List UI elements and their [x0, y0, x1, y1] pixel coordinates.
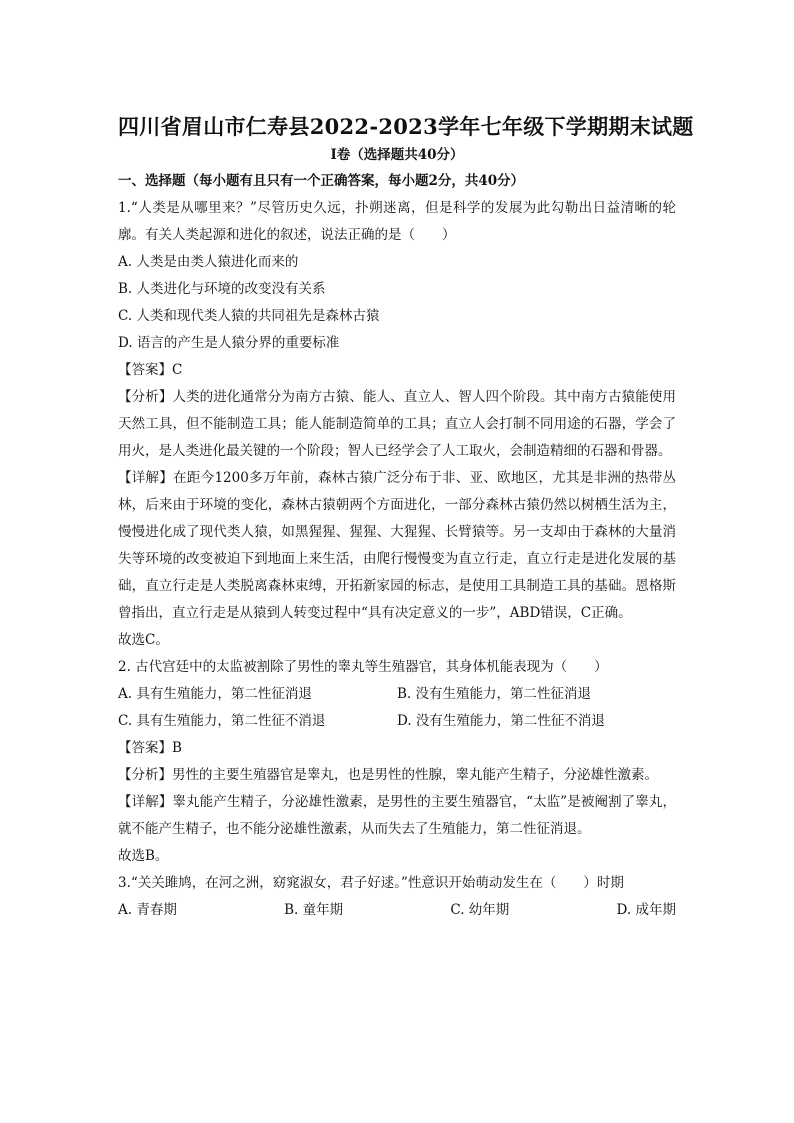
- question-2-answer: 【答案】B: [118, 740, 182, 756]
- question-2-analysis: 【分析】男性的主要生殖器官是睾丸，也是男性的性腺，睾丸能产生精子，分泌雄性激素。: [118, 767, 658, 783]
- paper-section-subtitle: I卷（选择题共40分）: [330, 147, 464, 163]
- question-1-choose: 故选C。: [118, 632, 169, 648]
- exam-title: 四川省眉山市仁寿县2022-2023学年七年级下学期期末试题: [118, 114, 694, 139]
- question-1: [118, 195, 676, 654]
- question-3-option-b: B. 童年期: [284, 902, 344, 918]
- question-2-option-c: C. 具有生殖能力，第二性征不消退: [118, 713, 326, 729]
- question-2-option-a: A. 具有生殖能力，第二性征消退: [118, 686, 312, 702]
- question-1-analysis: 【分析】人类的进化通常分为南方古猿、能人、直立人、智人四个阶段。其中南方古猿能使用天然工具，但不能制造工具；能人能制造简单的工具；直立人会打制不同用途的石器，学会了用火，是人类进化最关键的一个阶段；智人已经学会了人工取火，会制造精细的石器和骨器。: [118, 389, 676, 459]
- question-1-option-b: B. 人类进化与环境的改变没有关系: [118, 281, 326, 297]
- question-1-answer: 【答案】C: [118, 362, 183, 378]
- question-3-option-a: A. 青春期: [118, 902, 177, 918]
- question-2-options-row-1: [118, 681, 676, 708]
- question-3-option-d: D. 成年期: [616, 902, 676, 918]
- question-1-stem: 1.“人类是从哪里来？”尽管历史久远，扑朔迷离，但是科学的发展为此勾勒出日益清晰的轮廓。有关人类起源和进化的叙述，说法正确的是（ ）: [118, 200, 676, 243]
- question-2-option-b: B. 没有生殖能力，第二性征消退: [397, 686, 592, 702]
- question-3: [118, 870, 676, 924]
- question-1-detail: 【详解】在距今1200多万年前，森林古猿广泛分布于非、亚、欧地区，尤其是非洲的热带丛林，后来由于环境的变化，森林古猿朝两个方面进化，一部分森林古猿仍然以树栖生活为主，慢慢进化成了现代类人猿，如黑猩猩、猩猩、大猩猩、长臂猿等。另一支却由于森林的大量消失等环境的改变被迫下到地面上来生活，由爬行慢慢变为直立行走，直立行走是进化发展的基础，直立行走是人类脱离森林束缚，开拓新家园的标志，是使用工具制造工具的基础。恩格斯曾指出，直立行走是从猿到人转变过程中“具有决定意义的一步”，ABD错误，C正确。: [118, 470, 676, 621]
- question-2-option-d: D. 没有生殖能力，第二性征不消退: [397, 713, 605, 729]
- question-2-choose: 故选B。: [118, 848, 169, 864]
- question-1-option-d: D. 语言的产生是人猿分界的重要标准: [118, 335, 340, 351]
- question-1-option-c: C. 人类和现代类人猿的共同祖先是森林古猿: [118, 308, 380, 324]
- question-2-detail: 【详解】睾丸能产生精子，分泌雄性激素，是男性的主要生殖器官，“太监”是被阉割了睾丸，就不能产生精子，也不能分泌雄性激素，从而失去了生殖能力，第二性征消退。: [118, 794, 676, 837]
- question-2-options-row-2: [118, 708, 676, 735]
- question-3-options-row: [118, 897, 676, 924]
- section-heading: 一、选择题（每小题有且只有一个正确答案，每小题2分，共40分）: [118, 173, 525, 189]
- question-2: [118, 654, 676, 870]
- question-3-stem: 3.“关关雎鸠，在河之洲，窈窕淑女，君子好逑。”性意识开始萌动发生在（ ）时期: [118, 875, 624, 891]
- question-3-option-c: C. 幼年期: [450, 902, 510, 918]
- question-1-option-a: A. 人类是由类人猿进化而来的: [118, 254, 299, 270]
- question-2-stem: 2. 古代宫廷中的太监被割除了男性的睾丸等生殖器官，其身体机能表现为（ ）: [118, 659, 608, 675]
